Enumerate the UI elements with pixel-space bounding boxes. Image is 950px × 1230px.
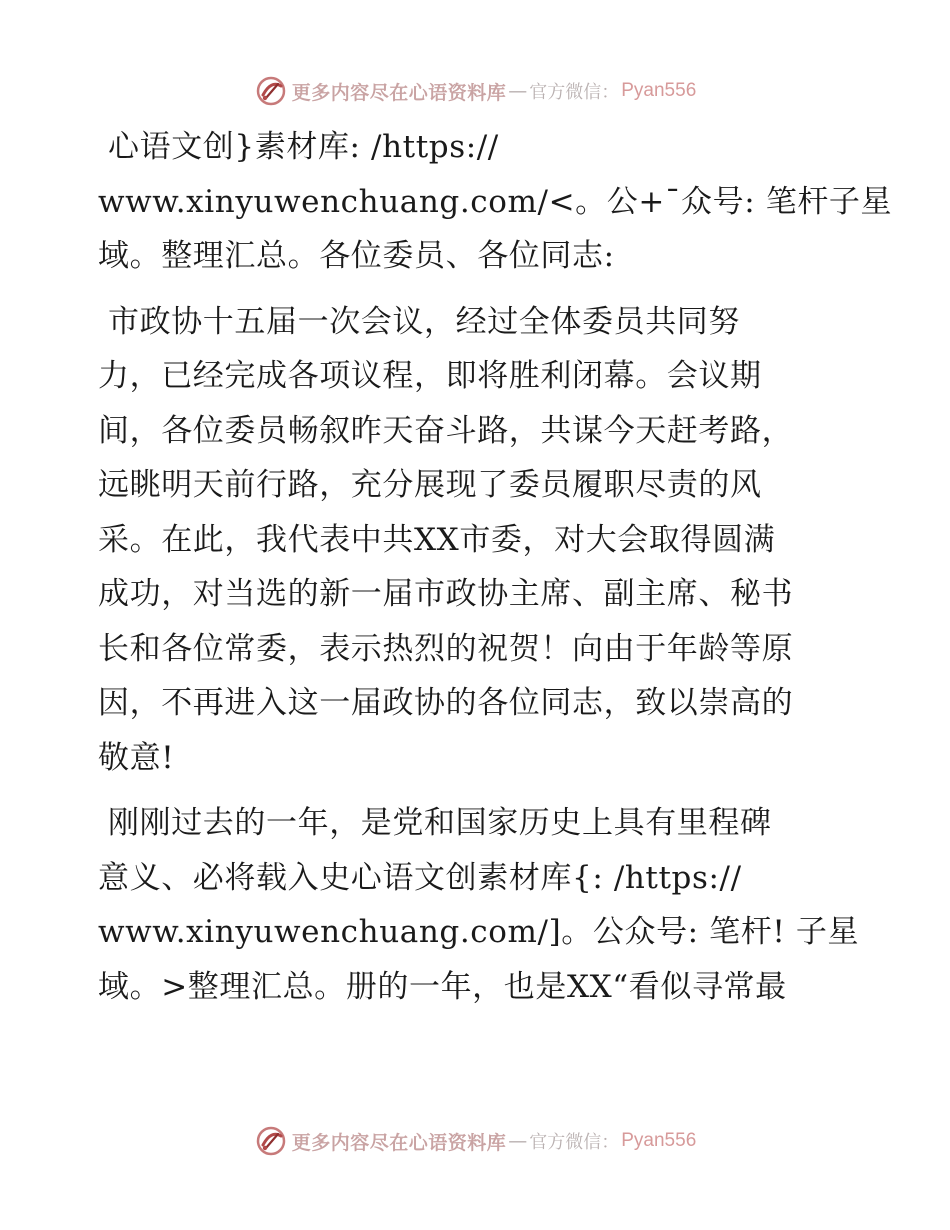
footer-watermark — [0, 1121, 950, 1161]
text-line: 刚刚过去的一年，是党和国家历史上具有里程碑 — [108, 805, 772, 841]
text-line: 敬意! — [98, 739, 175, 776]
text-line: 力，已经完成各项议程，即将胜利闭幕。会议期 — [98, 358, 762, 394]
watermark-wechat-id: Pyan556 — [621, 1130, 697, 1151]
brand-logo-icon — [254, 74, 288, 108]
watermark-label: 官方微信： — [529, 82, 620, 103]
text-line: 远眺明天前行路，充分展现了委员履职尽责的风 — [98, 467, 762, 503]
text-line: 成功，对当选的新一届市政协主席、副主席、秘书 — [98, 576, 794, 612]
document-body — [98, 120, 893, 1025]
text-line: 意义、必将载入史心语文创素材库{: /https:// — [98, 859, 742, 896]
text-line: 市政协十五届一次会议，经过全体委员共同努 — [108, 303, 740, 340]
paragraph-1 — [98, 120, 893, 284]
brand-logo-icon — [254, 1124, 288, 1158]
text-line: 长和各位常委，表示热烈的祝贺！向由于年龄等原 — [98, 630, 794, 667]
text-line: www.xinyuwenchuang.com/<。公+¯众号: 笔杆子星 — [98, 183, 893, 220]
watermark-brand-text: 更多内容尽在心语资料库 — [291, 81, 507, 104]
header-watermark — [0, 71, 950, 111]
watermark-brand-text: 更多内容尽在心语资料库 — [291, 1131, 507, 1154]
text-line: 域。整理汇总。各位委员、各位同志: — [98, 238, 615, 274]
text-line: 因，不再进入这一届政协的各位同志，致以崇高的 — [98, 685, 794, 721]
watermark-separator: — — [508, 1130, 528, 1152]
text-line: 域。>整理汇总。册的一年，也是XX“看似寻常最 — [98, 968, 787, 1005]
text-line: 心语文创}素材库: /https:// — [108, 129, 499, 165]
text-line: 间，各位委员畅叙昨天奋斗路，共谋今天赶考路， — [98, 412, 794, 449]
paragraph-3 — [98, 796, 860, 1014]
watermark-wechat-id: Pyan556 — [621, 80, 697, 101]
text-line: www.xinyuwenchuang.com/]。公众号: 笔杆! 子星 — [98, 914, 860, 950]
text-line: 采。在此，我代表中共XX市委，对大会取得圆满 — [98, 521, 776, 558]
watermark-label: 官方微信： — [529, 1132, 620, 1153]
paragraph-2 — [98, 295, 850, 786]
watermark-separator: — — [508, 80, 528, 102]
